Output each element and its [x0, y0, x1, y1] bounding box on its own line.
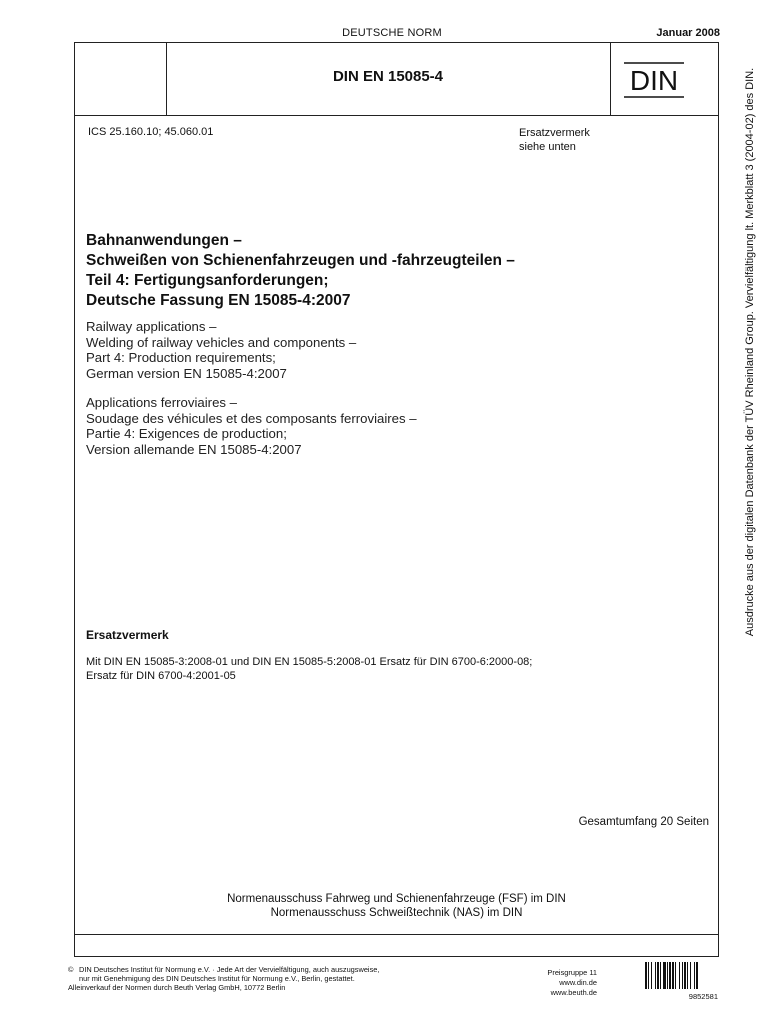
- title-english-line: German version EN 15085-4:2007: [86, 366, 287, 382]
- frame-divider-right: [610, 43, 611, 115]
- replacement-note: [519, 126, 590, 154]
- price-info: [520, 968, 597, 998]
- replacement-text-line: Ersatz für DIN 6700-4:2001-05: [86, 669, 236, 682]
- copyright-notice: [68, 965, 379, 993]
- copyright-line: DIN Deutsches Institut für Normung e.V. · Jede Art der Vervielfältigung, auch auszugsweise,: [79, 965, 380, 974]
- copyright-icon: ©: [68, 965, 74, 974]
- copyright-line: nur mit Genehmigung des DIN Deutsches Institut für Normung e.V., Berlin, gestattet.: [79, 974, 355, 984]
- document-id: 9852581: [688, 992, 718, 1001]
- beuth-website-link[interactable]: www.beuth.de: [550, 988, 597, 997]
- norm-type-label: DEUTSCHE NORM: [342, 27, 442, 39]
- din-logo-text: DIN: [629, 65, 679, 96]
- document-number: DIN EN 15085-4: [332, 68, 444, 85]
- replacement-note-line: Ersatzvermerk: [519, 127, 590, 139]
- title-english-line: Part 4: Production requirements;: [86, 350, 276, 366]
- title-german-line: Teil 4: Fertigungsanforderungen;: [86, 272, 329, 289]
- title-french: [86, 395, 417, 458]
- publication-date: Januar 2008: [656, 27, 720, 39]
- barcode-icon: [644, 962, 718, 989]
- title-french-line: Version allemande EN 15085-4:2007: [86, 442, 302, 458]
- title-english-line: Welding of railway vehicles and components –: [86, 334, 357, 350]
- replacement-text: [86, 656, 532, 683]
- copyright-line: Alleinverkauf der Normen durch Beuth Verlag GmbH, 10772 Berlin: [68, 983, 286, 993]
- title-german-line: Bahnanwendungen –: [86, 232, 242, 249]
- replacement-heading: Ersatzvermerk: [86, 628, 169, 642]
- title-english: [86, 319, 356, 382]
- title-german: [86, 231, 515, 311]
- din-logo: [622, 60, 686, 100]
- price-group: Preisgruppe 11: [547, 968, 597, 977]
- din-website-link[interactable]: www.din.de: [559, 978, 597, 987]
- replacement-text-line: Mit DIN EN 15085-3:2008-01 und DIN EN 15085-5:2008-01 Ersatz für DIN 6700-6:2000-08;: [86, 656, 533, 668]
- title-french-line: Applications ferroviaires –: [86, 395, 237, 410]
- title-english-line: Railway applications –: [86, 319, 217, 334]
- committee-line: Normenausschuss Fahrweg und Schienenfahrzeuge (FSF) im DIN: [227, 893, 566, 905]
- title-french-line: Soudage des véhicules et des composants ferroviaires –: [86, 410, 417, 426]
- committee-names: [74, 892, 719, 920]
- frame-divider-top: [75, 115, 718, 116]
- title-french-line: Partie 4: Exigences de production;: [86, 426, 287, 442]
- total-pages: Gesamtumfang 20 Seiten: [578, 816, 709, 828]
- replacement-note-line: siehe unten: [519, 141, 576, 153]
- title-german-line: Schweißen von Schienenfahrzeugen und -fahrzeugteilen –: [86, 252, 515, 269]
- ics-code: ICS 25.160.10; 45.060.01: [88, 126, 214, 138]
- title-german-line: Deutsche Fassung EN 15085-4:2007: [86, 292, 351, 309]
- frame-divider-bottom: [75, 934, 718, 935]
- side-margin-note: Ausdrucke aus der digitalen Datenbank der TÜV Rheinland Group. Vervielfältigung lt. Merkblatt 3 (2004-02) des DIN.: [744, 67, 756, 637]
- committee-line: Normenausschuss Schweißtechnik (NAS) im DIN: [270, 907, 523, 919]
